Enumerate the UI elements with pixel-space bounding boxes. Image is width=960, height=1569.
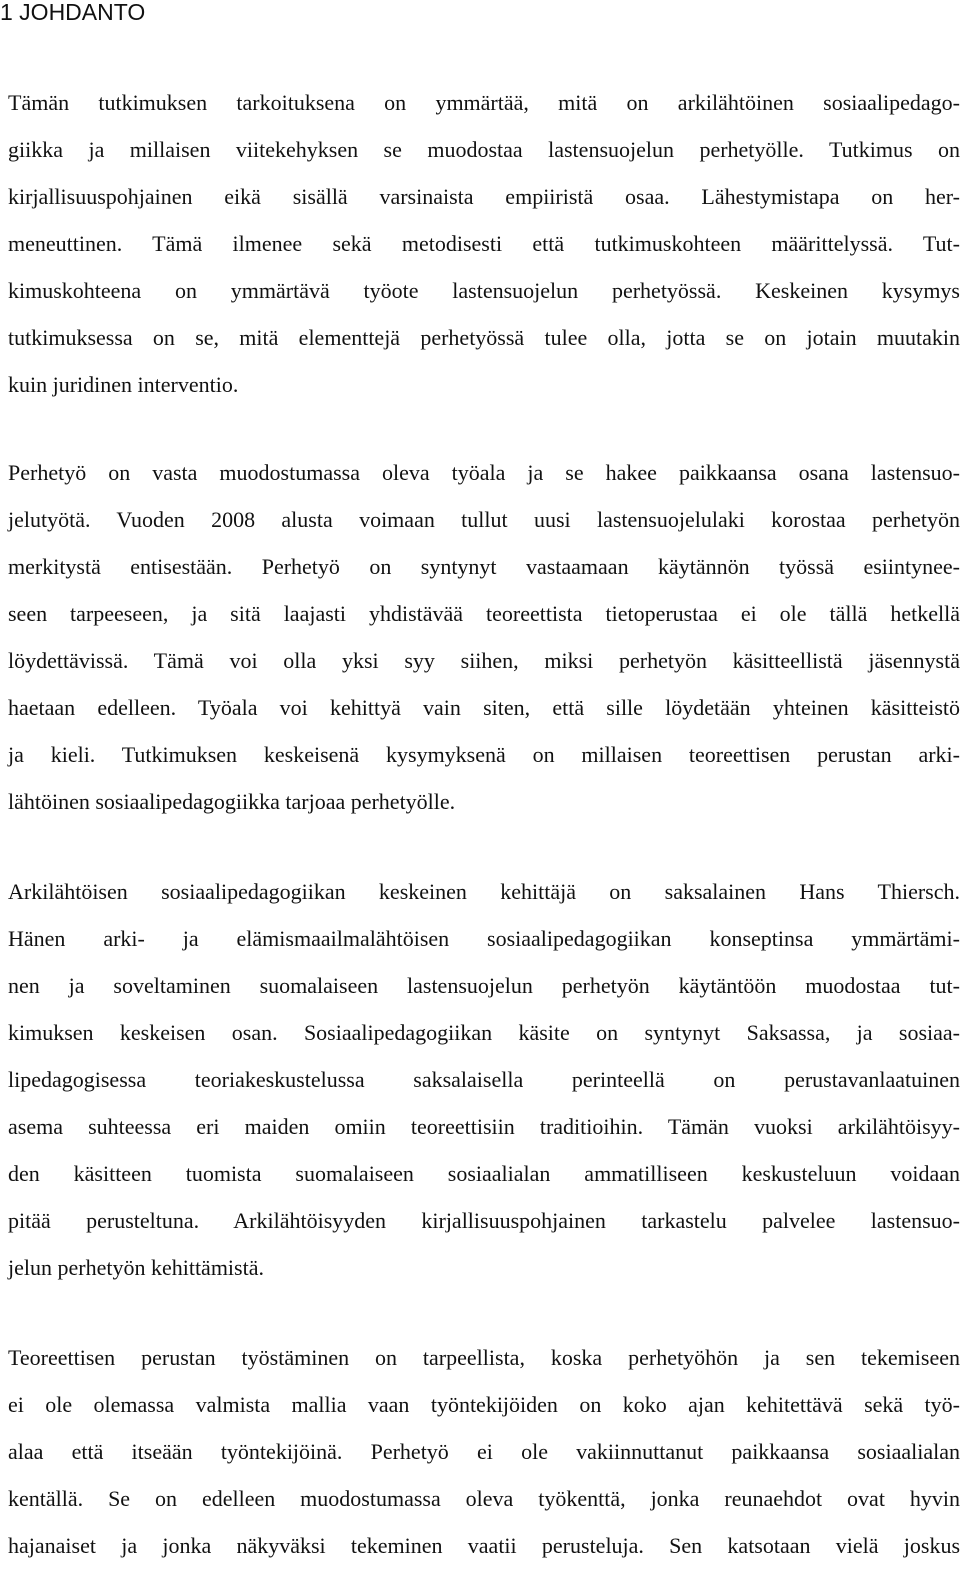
text-line: löydettävissä. Tämä voi olla yksi syy siihen, miksi perhetyön käsitteellistä jäsennystä: [8, 648, 960, 673]
text-line: lipedagogisessa teoriakeskustelussa saksalaisella perinteellä on perustavanlaatuinen: [8, 1067, 960, 1092]
text-line: den käsitteen tuomista suomalaiseen sosiaalialan ammatilliseen keskusteluun voidaan: [8, 1161, 960, 1186]
text-line: lähtöinen sosiaalipedagogiikka tarjoaa perhetyölle.: [8, 789, 456, 814]
text-line: jelun perhetyön kehittämistä.: [8, 1255, 264, 1280]
text-line: kimuksen keskeisen osan. Sosiaalipedagogiikan käsite on syntynyt Saksassa, ja sosiaa-: [8, 1020, 960, 1045]
text-line: Teoreettisen perustan työstäminen on tarpeellista, koska perhetyöhön ja sen tekemiseen: [8, 1345, 960, 1370]
text-line: jelutyötä. Vuoden 2008 alusta voimaan tullut uusi lastensuojelulaki korostaa perhetyön: [8, 507, 960, 532]
text-line: Hänen arki- ja elämismaailmalähtöisen sosiaalipedagogiikan konseptinsa ymmärtämi-: [8, 926, 960, 951]
text-line: ja kieli. Tutkimuksen keskeisenä kysymyksenä on millaisen teoreettisen perustan arki-: [8, 742, 960, 767]
text-line: Perhetyö on vasta muodostumassa oleva työala ja se hakee paikkaansa osana lastensuo-: [8, 460, 960, 485]
text-line: merkitystä entisestään. Perhetyö on syntynyt vastaamaan käytännön työssä esiintynee-: [8, 554, 960, 579]
paragraph-4: [8, 1334, 960, 1569]
text-line: hajanaiset ja jonka näkyväksi tekeminen vaatii perusteluja. Sen katsotaan vielä joskus: [8, 1533, 960, 1558]
text-line: pitää perusteltuna. Arkilähtöisyyden kirjallisuuspohjainen tarkastelu palvelee lastensuo-: [8, 1208, 960, 1233]
paragraph-3: [8, 868, 960, 1291]
text-line: giikka ja millaisen viitekehyksen se muodostaa lastensuojelun perhetyölle. Tutkimus on: [8, 137, 960, 162]
paragraph-1: [8, 79, 960, 408]
text-line: tutkimuksessa on se, mitä elementtejä perhetyössä tulee olla, jotta se on jotain muutakin: [8, 325, 960, 350]
text-line: seen tarpeeseen, ja sitä laajasti yhdistävää teoreettista tietoperustaa ei ole tällä hetkellä: [8, 601, 960, 626]
text-line: kentällä. Se on edelleen muodostumassa oleva työkenttä, jonka reunaehdot ovat hyvin: [8, 1486, 960, 1511]
text-line: Tämän tutkimuksen tarkoituksena on ymmärtää, mitä on arkilähtöinen sosiaalipedago-: [8, 90, 960, 115]
text-line: haetaan edelleen. Työala voi kehittyä vain siten, että sille löydetään yhteinen käsitteistö: [8, 695, 960, 720]
paragraph-2: [8, 449, 960, 825]
text-line: Arkilähtöisen sosiaalipedagogiikan keskeinen kehittäjä on saksalainen Hans Thiersch.: [8, 879, 960, 904]
chapter-heading: 1 JOHDANTO: [0, 0, 146, 25]
text-line: ei ole olemassa valmista mallia vaan työntekijöiden on koko ajan kehitettävä sekä työ-: [8, 1392, 960, 1417]
text-line: kirjallisuuspohjainen eikä sisällä varsinaista empiiristä osaa. Lähestymistapa on her-: [8, 184, 960, 209]
text-line: kuin juridinen interventio.: [8, 372, 239, 397]
text-line: nen ja soveltaminen suomalaiseen lastensuojelun perhetyön käytäntöön muodostaa tut-: [8, 973, 960, 998]
text-line: kimuskohteena on ymmärtävä työote lastensuojelun perhetyössä. Keskeinen kysymys: [8, 278, 960, 303]
text-line: alaa että itseään työntekijöinä. Perhetyö ei ole vakiinnuttanut paikkaansa sosiaalialan: [8, 1439, 960, 1464]
text-line: meneuttinen. Tämä ilmenee sekä metodisesti että tutkimuskohteen määrittelyssä. Tut-: [8, 231, 960, 256]
text-line: asema suhteessa eri maiden omiin teoreettisiin traditioihin. Tämän vuoksi arkilähtöisyy-: [8, 1114, 960, 1139]
